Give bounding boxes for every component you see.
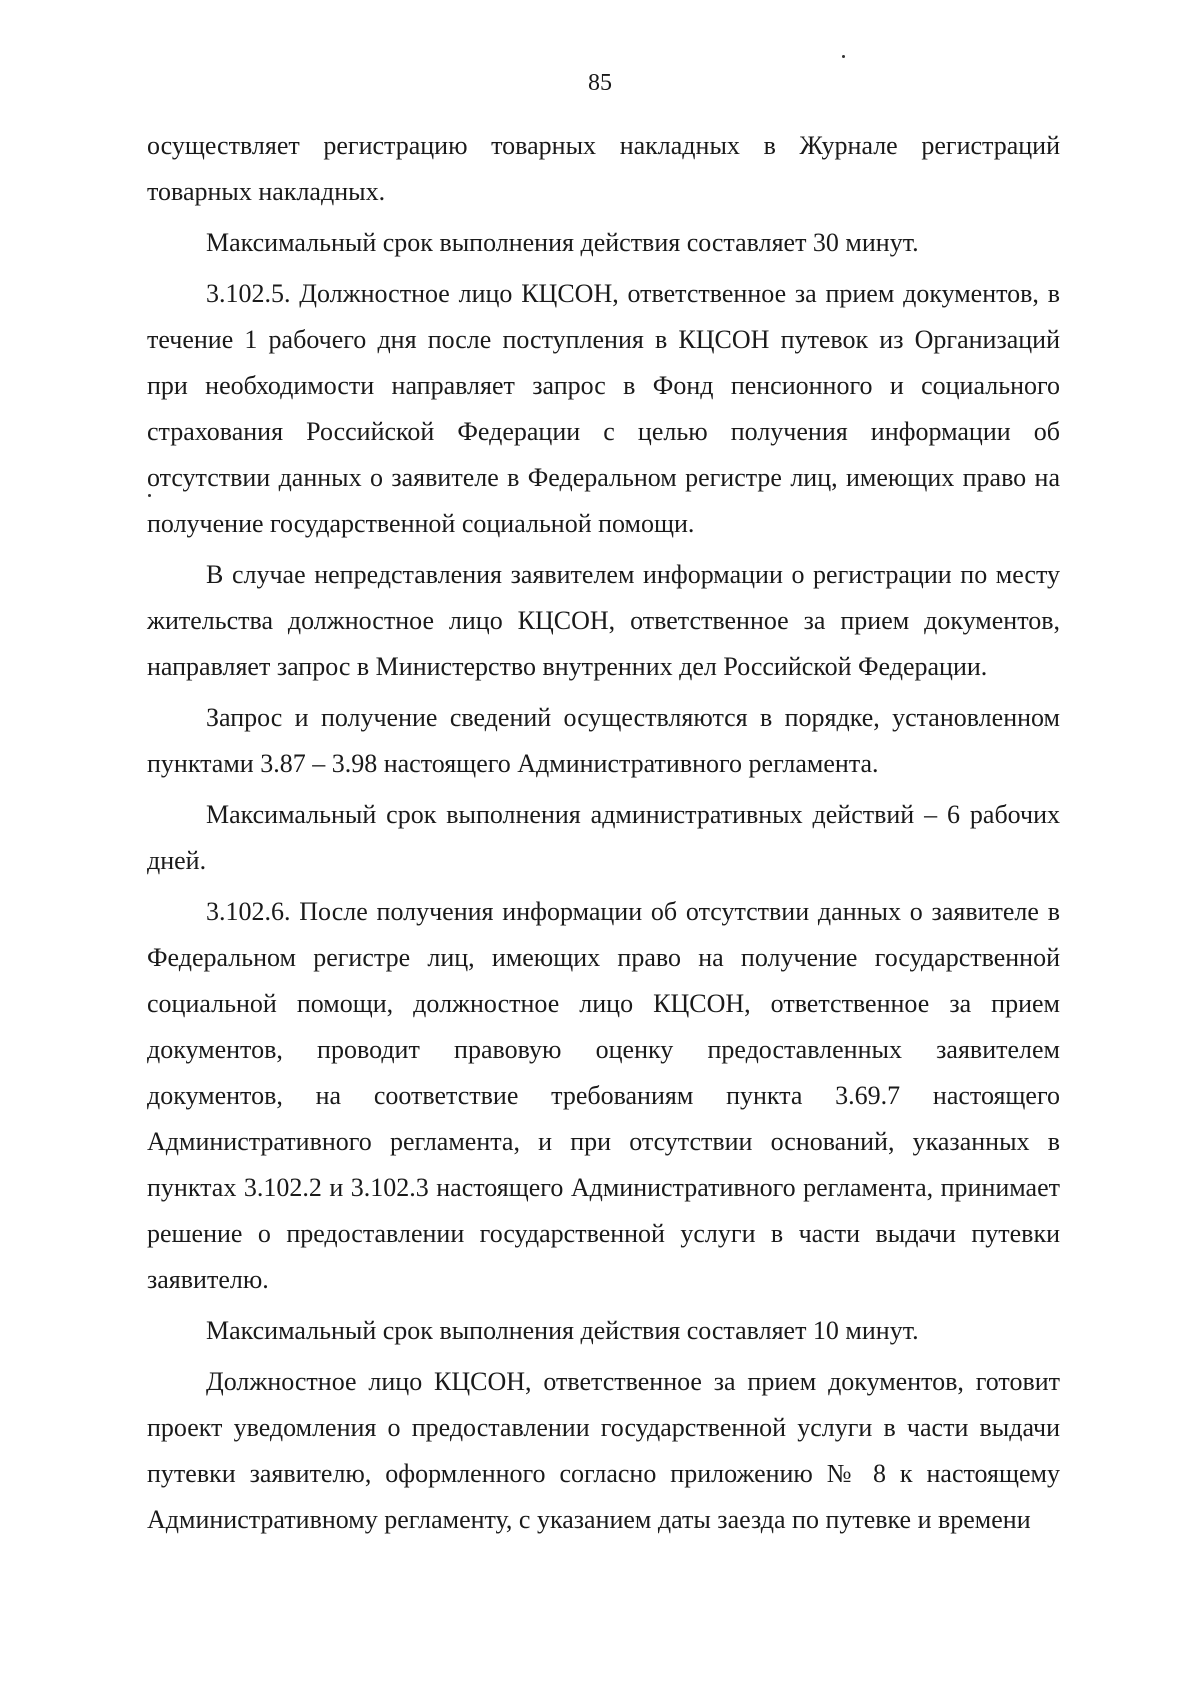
scan-speck	[842, 55, 845, 58]
document-body	[147, 123, 1060, 1548]
paragraph-3: 3.102.5. Должностное лицо КЦСОН, ответственное за прием документов, в течение 1 рабочего дня после поступления в КЦСОН путевок из Организаций при необходимости направляет запрос в Фонд пенсионного и социального страхования Российской Федерации с целью получения информации об отсутствии данных о заявителе в Федеральном регистре лиц, имеющих право на получение государственной социальной помощи.	[147, 279, 1060, 538]
paragraph-2: Максимальный срок выполнения действия составляет 30 минут.	[206, 228, 919, 257]
paragraph-8: Максимальный срок выполнения действия составляет 10 минут.	[206, 1316, 919, 1345]
paragraph-4: В случае непредставления заявителем информации о регистрации по месту жительства должностное лицо КЦСОН, ответственное за прием документов, направляет запрос в Министерство внутренних дел Российской Федерации.	[147, 560, 1060, 681]
paragraph-1: осуществляет регистрацию товарных накладных в Журнале регистраций товарных накладных.	[147, 131, 1060, 206]
scan-speck	[148, 494, 151, 497]
paragraph-9: Должностное лицо КЦСОН, ответственное за прием документов, готовит проект уведомления о предоставлении государственной услуги в части выдачи путевки заявителю, оформленного согласно приложению № 8 к настоящему Административному регламенту, с указанием даты заезда по путевке и времени	[147, 1367, 1060, 1534]
paragraph-5: Запрос и получение сведений осуществляются в порядке, установленном пунктами 3.87 – 3.98 настоящего Административного регламента.	[147, 703, 1060, 778]
paragraph-7: 3.102.6. После получения информации об отсутствии данных о заявителе в Федеральном регистре лиц, имеющих право на получение государственной социальной помощи, должностное лицо КЦСОН, ответственное за прием документов, проводит правовую оценку предоставленных заявителем документов, на соответствие требованиям пункта 3.69.7 настоящего Административного регламента, и при отсутствии оснований, указанных в пунктах 3.102.2 и 3.102.3 настоящего Административного регламента, принимает решение о предоставлении государственной услуги в части выдачи путевки заявителю.	[147, 897, 1060, 1294]
paragraph-6: Максимальный срок выполнения административных действий – 6 рабочих дней.	[147, 800, 1060, 875]
page-number: 85	[588, 70, 612, 96]
